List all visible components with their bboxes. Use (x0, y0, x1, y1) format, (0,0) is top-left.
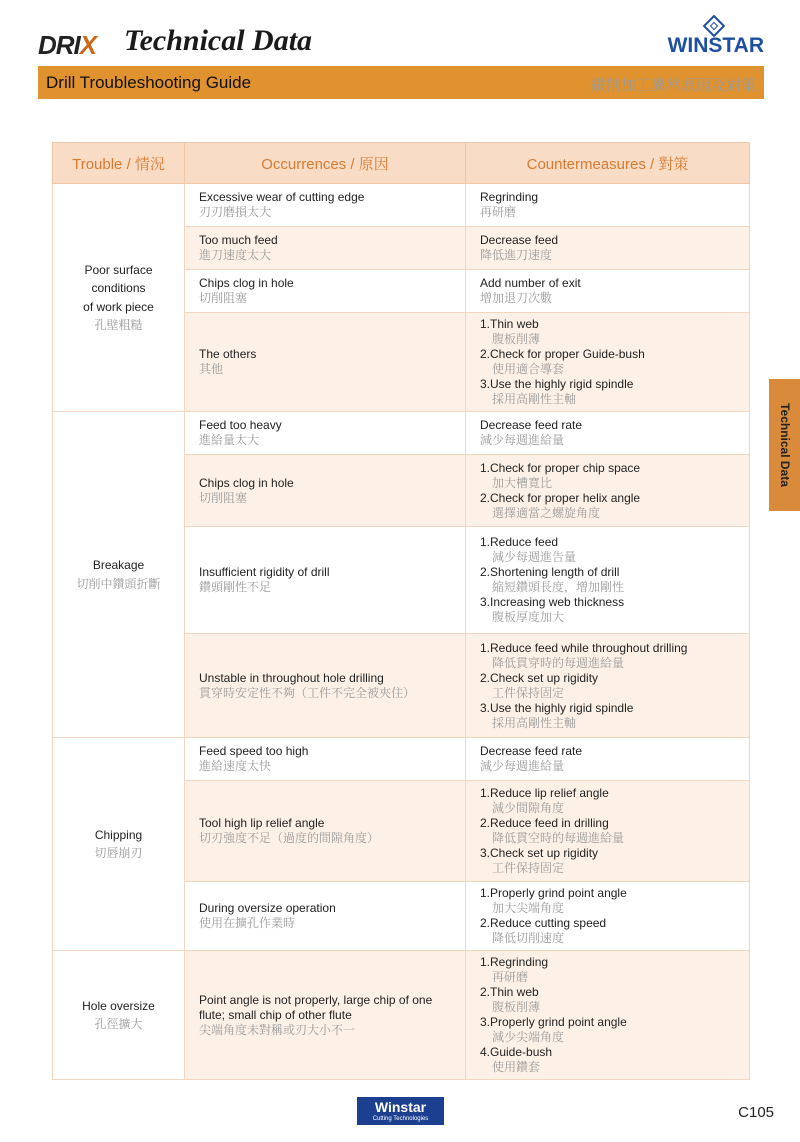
occurrence-cell (185, 951, 466, 1080)
countermeasure-zh: 採用高剛性主軸 (492, 715, 577, 730)
trouble-zh: 孔徑擴大 (94, 1017, 143, 1031)
countermeasure-en: 1.Thin web (480, 317, 539, 331)
footer-brand: Winstar (374, 1099, 427, 1115)
countermeasure-zh: 減少尖端角度 (492, 1030, 565, 1044)
occurrence-zh: 貫穿時安定性不夠（工件不完全被夾住） (199, 685, 416, 700)
countermeasure-cell (466, 270, 750, 313)
page-title: Technical Data (124, 24, 313, 57)
occurrence-en: During oversize operation (199, 901, 336, 915)
countermeasure-en: 2.Shortening length of drill (480, 565, 620, 579)
countermeasure-zh: 降低切削速度 (492, 931, 565, 945)
countermeasure-en: 1.Check for proper chip space (480, 460, 641, 475)
countermeasure-cell (466, 455, 750, 527)
countermeasure-cell (466, 412, 750, 455)
countermeasure-zh: 腹板削薄 (492, 332, 541, 346)
occurrence-zh: 進刀速度太大 (199, 248, 272, 262)
occurrence-zh: 其他 (199, 362, 224, 376)
occurrence-cell (185, 738, 466, 781)
footer-brand-sub: Cutting Technologies (372, 1116, 429, 1122)
occurrence-en: Chips clog in hole (199, 276, 294, 290)
countermeasure-en: 2.Thin web (480, 985, 539, 999)
countermeasure-zh: 減少每週進給量 (480, 433, 565, 447)
countermeasure-en: Regrinding (480, 190, 539, 204)
table-row (53, 738, 750, 781)
countermeasure-cell (466, 527, 750, 634)
countermeasure-en: 2.Check set up rigidity (480, 670, 599, 685)
countermeasure-zh: 腹板厚度加大 (492, 610, 565, 624)
header-trouble: Trouble / 情況 (53, 143, 185, 184)
countermeasure-en: 4.Guide-bush (480, 1045, 553, 1059)
occurrence-en: Insufficient rigidity of drill (199, 565, 330, 579)
trouble-zh: 切唇崩刃 (94, 846, 143, 860)
drix-logo-text: DRI (38, 30, 80, 60)
side-tab[interactable] (769, 379, 800, 511)
trouble-en: Chipping (94, 827, 143, 842)
header-countermeasures: Countermeasures / 對策 (466, 143, 750, 184)
countermeasure-zh: 減少每週進告量 (492, 550, 577, 564)
countermeasure-zh: 再研磨 (492, 970, 529, 984)
page-number: C105 (738, 1104, 774, 1121)
countermeasure-zh: 採用高剛性主軸 (492, 392, 577, 406)
countermeasure-en: 1.Properly grind point angle (480, 886, 627, 900)
footer-logo (357, 1097, 444, 1125)
trouble-en: Breakage (92, 558, 145, 572)
countermeasure-en: 1.Reduce feed (480, 535, 559, 549)
countermeasure-cell (466, 882, 750, 951)
countermeasure-cell (466, 634, 750, 738)
countermeasure-en: 2.Reduce cutting speed (480, 916, 607, 930)
countermeasure-zh: 使用鑽套 (492, 1060, 541, 1074)
occurrence-cell (185, 634, 466, 738)
countermeasure-zh: 減少間隙角度 (492, 801, 565, 815)
trouble-en: conditions (91, 281, 146, 295)
trouble-en: Hole oversize (82, 998, 155, 1013)
occurrence-cell (185, 412, 466, 455)
countermeasure-en: 2.Reduce feed in drilling (480, 816, 609, 830)
countermeasure-zh: 加大尖端角度 (492, 901, 565, 915)
occurrence-en: Unstable in throughout hole drilling (199, 670, 384, 685)
table-header-row (53, 143, 750, 184)
countermeasure-zh: 腹板削薄 (492, 1000, 541, 1014)
occurrence-zh: 使用在擴孔作業時 (199, 916, 296, 930)
occurrence-cell (185, 455, 466, 527)
countermeasure-zh: 工件保持固定 (492, 685, 565, 700)
occurrence-en: Excessive wear of cutting edge (199, 190, 365, 204)
table-row (53, 951, 750, 1080)
trouble-en: of work piece (83, 299, 154, 314)
countermeasure-cell (466, 227, 750, 270)
countermeasure-en: 3.Check set up rigidity (480, 846, 599, 860)
countermeasure-cell (466, 313, 750, 412)
troubleshooting-table-container (52, 142, 749, 1080)
countermeasure-en: 1.Reduce feed while throughout drilling (480, 640, 688, 655)
countermeasure-cell (466, 951, 750, 1080)
countermeasure-zh: 加大槽寬比 (492, 475, 553, 490)
side-tab-label: Technical Data (778, 403, 792, 487)
occurrence-cell (185, 882, 466, 951)
troubleshooting-table (52, 142, 750, 1080)
occurrence-zh: 進給量太大 (199, 433, 260, 447)
section-banner (38, 66, 764, 99)
occurrence-zh: 尖端角度未對稱或刃大小不一 (199, 1022, 356, 1037)
occurrence-zh: 切削阻塞 (199, 291, 248, 305)
countermeasure-zh: 減少每週進給量 (480, 759, 565, 773)
countermeasure-zh: 縮短鑽頭長度，增加剛性 (492, 580, 625, 594)
table-body (53, 184, 750, 1080)
occurrence-en: Tool high lip relief angle (199, 816, 325, 830)
countermeasure-cell (466, 184, 750, 227)
countermeasure-en: Decrease feed (480, 233, 559, 247)
countermeasure-zh: 降低進刀速度 (480, 248, 553, 262)
countermeasure-zh: 使用適合導套 (492, 362, 565, 376)
countermeasure-en: 2.Check for proper Guide-bush (480, 347, 645, 361)
page-header (38, 22, 764, 64)
countermeasure-zh: 降低貫空時的每週進給量 (492, 831, 625, 845)
trouble-zh: 切削中鑽頭折斷 (76, 576, 161, 591)
banner-title-en: Drill Troubleshooting Guide (46, 73, 252, 92)
countermeasure-cell (466, 738, 750, 781)
countermeasure-zh: 工件保持固定 (492, 861, 565, 875)
trouble-cell (53, 184, 185, 412)
winstar-logo (654, 22, 764, 58)
countermeasure-en: Add number of exit (480, 276, 581, 290)
countermeasure-zh: 降低貫穿時的每週進給量 (492, 655, 625, 670)
occurrence-zh: 進給速度太快 (199, 759, 272, 773)
countermeasure-en: 3.Use the highly rigid spindle (480, 700, 634, 715)
occurrence-en: Chips clog in hole (199, 475, 294, 490)
countermeasure-en: 2.Check for proper helix angle (480, 490, 641, 505)
countermeasure-en: 1.Regrinding (480, 955, 549, 969)
countermeasure-zh: 增加退刀次數 (480, 291, 553, 305)
banner-title-zh: 鑽削加工異常原因及對策 (590, 77, 756, 94)
table-row (53, 412, 750, 455)
trouble-en: Poor surface (84, 262, 153, 277)
countermeasure-cell (466, 781, 750, 882)
countermeasure-en: Decrease feed rate (480, 744, 583, 758)
drix-logo-x: X (79, 30, 97, 60)
occurrence-zh: 切削阻塞 (199, 490, 248, 505)
occurrence-cell (185, 781, 466, 882)
occurrence-en: Too much feed (199, 233, 278, 247)
occurrence-cell (185, 527, 466, 634)
header-occurrences: Occurrences / 原因 (185, 143, 466, 184)
occurrence-en: Feed speed too high (199, 744, 309, 758)
occurrence-cell (185, 184, 466, 227)
winstar-logo-text: WINSTAR (667, 34, 764, 57)
countermeasure-en: 1.Reduce lip relief angle (480, 786, 609, 800)
drix-logo (38, 30, 96, 61)
occurrence-cell (185, 270, 466, 313)
trouble-cell (53, 738, 185, 951)
countermeasure-en: 3.Use the highly rigid spindle (480, 377, 634, 391)
trouble-zh: 孔壁粗糙 (94, 318, 143, 332)
countermeasure-en: 3.Properly grind point angle (480, 1015, 627, 1029)
occurrence-cell (185, 313, 466, 412)
countermeasure-en: Decrease feed rate (480, 418, 583, 432)
occurrence-zh: 刃刃磨損太大 (199, 205, 272, 219)
trouble-cell (53, 951, 185, 1080)
table-row (53, 184, 750, 227)
trouble-cell (53, 412, 185, 738)
occurrence-zh: 鑽頭剛性不足 (199, 580, 272, 594)
occurrence-en: Point angle is not properly, large chip of one flute; small chip of other flute (199, 992, 433, 1022)
occurrence-en: Feed too heavy (199, 418, 282, 432)
occurrence-cell (185, 227, 466, 270)
countermeasure-zh: 選擇適當之螺旋角度 (492, 505, 601, 520)
countermeasure-en: 3.Increasing web thickness (480, 595, 625, 609)
occurrence-en: The others (199, 347, 257, 361)
countermeasure-zh: 再研磨 (480, 205, 517, 219)
occurrence-zh: 切刃強度不足（過度的間隙角度） (199, 831, 380, 845)
